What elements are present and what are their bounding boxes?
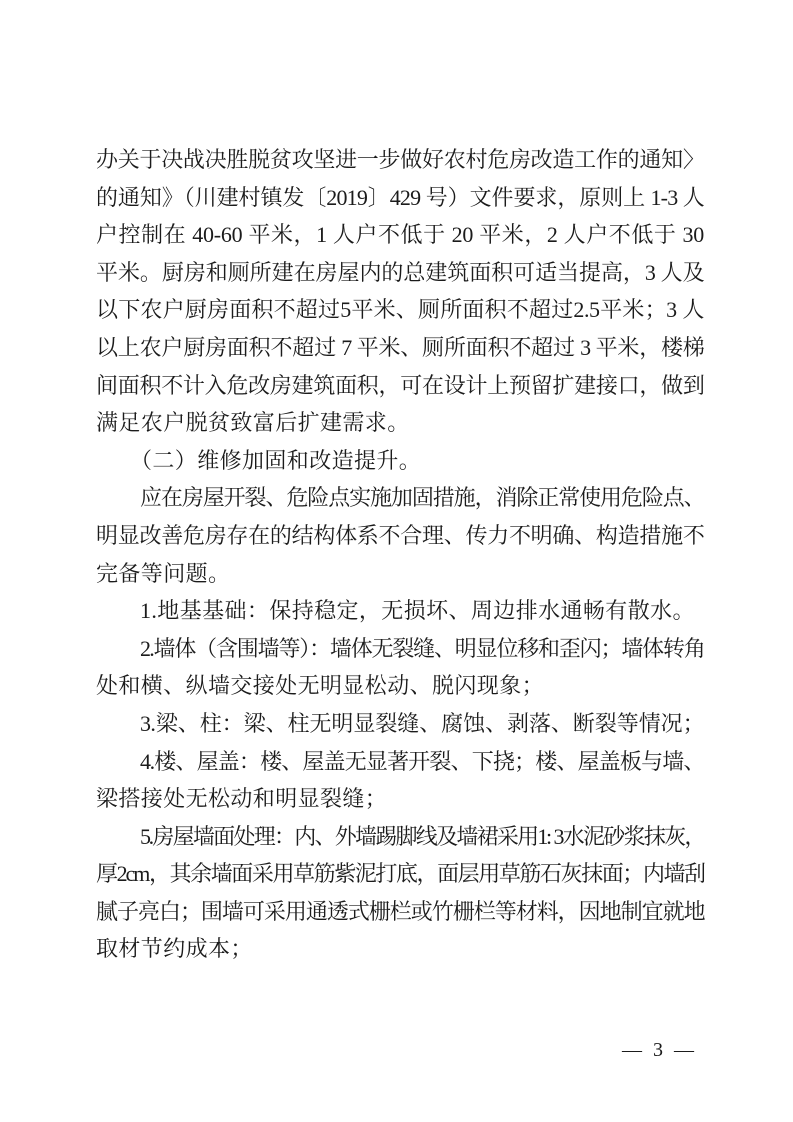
list-item-4: 4.楼、屋盖：楼、屋盖无显著开裂、下挠；楼、屋盖板与墙、 [140,748,704,774]
text-line: 办关于决战决胜脱贫攻坚进一步做好农村危房改造工作的通知〉 [96,147,704,172]
text-line: 以下农户厨房面积不超过5平米、厕所面积不超过2.5平米；3 人 [96,297,704,323]
text-line: 取材节约成本； [96,936,253,962]
list-item-3: 3.梁、柱：梁、柱无明显裂缝、腐蚀、剥落、断裂等情况； [140,710,704,736]
text-line: 满足农户脱贫致富后扩建需求。 [96,410,410,436]
text-line: 梁搭接处无松动和明显裂缝； [96,786,388,812]
text-line: 腻子亮白；围墙可采用通透式栅栏或竹栅栏等材料，因地制宜就地 [96,898,704,924]
text-line: 处和横、纵墙交接处无明显松动、脱闪现象； [96,673,545,699]
section-heading: （二）维修加固和改造提升。 [130,447,422,473]
text-line: 完备等问题。 [96,560,231,586]
text-line: 间面积不计入危改房建筑面积，可在设计上预留扩建接口，做到 [96,372,704,398]
list-item-1: 1.地基基础：保持稳定，无损坏、周边排水通畅有散水。 [140,598,695,624]
text-line: 应在房屋开裂、危险点实施加固措施，消除正常使用危险点、 [140,485,704,511]
text-line: 厚2cm，其余墙面采用草筋紫泥打底，面层用草筋石灰抹面；内墙刮 [96,861,704,887]
text-line: 户控制在 40-60 平米，1 人户不低于 20 平米，2 人户不低于 30 [96,222,704,248]
page-number: — 3 — [622,1039,697,1061]
list-item-2: 2.墙体（含围墙等）：墙体无裂缝、明显位移和歪闪；墙体转角 [140,635,704,661]
page-body-text [96,141,704,968]
text-line: 的通知》（川建村镇发〔2019〕429 号）文件要求，原则上 1-3 人 [96,184,704,210]
list-item-5: 5.房屋墙面处理：内、外墙踢脚线及墙裙采用1: 3水泥砂浆抹灰， [140,823,704,849]
text-line: 明显改善危房存在的结构体系不合理、传力不明确、构造措施不 [96,522,704,548]
text-line: 平米。厨房和厕所建在房屋内的总建筑面积可适当提高，3 人及 [96,259,704,285]
text-line: 以上农户厨房面积不超过 7 平米、厕所面积不超过 3 平米，楼梯 [96,334,704,360]
